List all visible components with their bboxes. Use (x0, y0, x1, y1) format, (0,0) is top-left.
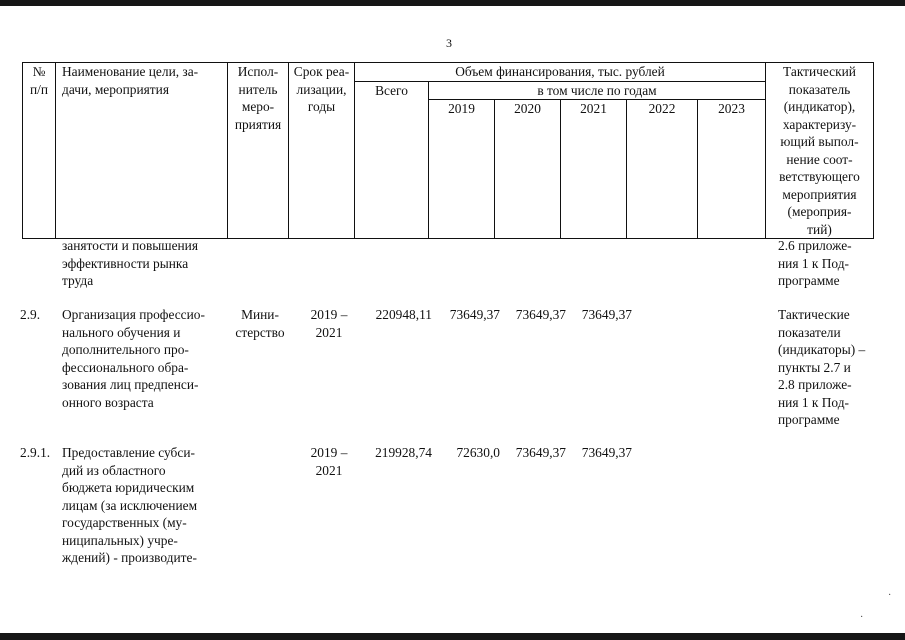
row-name: занятости и повышения эффективности рынка труда (62, 238, 199, 288)
header-funding: Объем финансирования, тыс. рублей (355, 63, 766, 82)
row-indicator: 2.6 приложе- ния 1 к Под- программе (778, 238, 852, 288)
table-header (22, 62, 874, 239)
row-value-2021: 73649,37 (581, 307, 632, 322)
row-period: 2019 – 2021 (310, 307, 348, 340)
header-by-years: в том числе по годам (429, 81, 766, 100)
scan-speck: · (860, 612, 864, 623)
row-value-2021: 73649,37 (581, 445, 632, 460)
header-year-2019: 2019 (429, 100, 495, 239)
header-year-2023: 2023 (698, 100, 766, 239)
header-year-2020: 2020 (495, 100, 561, 239)
header-year-2021: 2021 (561, 100, 627, 239)
page-number: 3 (446, 36, 452, 50)
header-total: Всего (355, 81, 429, 239)
header-year-2022: 2022 (627, 100, 698, 239)
row-executor: Мини- стерство (235, 307, 285, 340)
scan-speck: · (888, 590, 892, 601)
header-period: Срок реа- лизации, годы (289, 63, 355, 239)
row-period: 2019 – 2021 (310, 445, 348, 478)
row-value-2020: 73649,37 (515, 307, 566, 322)
row-number: 2.9. (20, 307, 41, 322)
scan-bottom-edge (0, 633, 905, 640)
row-number: 2.9.1. (20, 445, 51, 460)
header-indicator: Тактический показатель (индикатор), характеризу- ющий выпол- нение соот- ветствующего мероприятия (мероприя- тий) (766, 63, 874, 239)
row-value-2019: 73649,37 (449, 307, 500, 322)
row-name: Предоставление субси- дий из областного бюджета юридическим лицам (за исключением государственных (му- ниципальных) учре- ждений) - производите- (62, 445, 198, 565)
header-executor: Испол- нитель меро- приятия (228, 63, 289, 239)
row-value-2019: 72630,0 (456, 445, 500, 460)
header-num: № п/п (23, 63, 56, 239)
header-name: Наименование цели, за- дачи, мероприятия (56, 63, 228, 239)
row-name: Организация профессио- нального обучения и дополнительного про- фессионального обра- зования лиц предпенси- онного возраста (62, 307, 205, 410)
row-value-2020: 73649,37 (515, 445, 566, 460)
row-indicator: Тактические показатели (индикаторы) – пункты 2.7 и 2.8 приложе- ния 1 к Под- программе (778, 307, 866, 427)
row-total: 219928,74 (375, 445, 432, 460)
row-total: 220948,11 (375, 307, 432, 322)
scan-top-edge (0, 0, 905, 6)
